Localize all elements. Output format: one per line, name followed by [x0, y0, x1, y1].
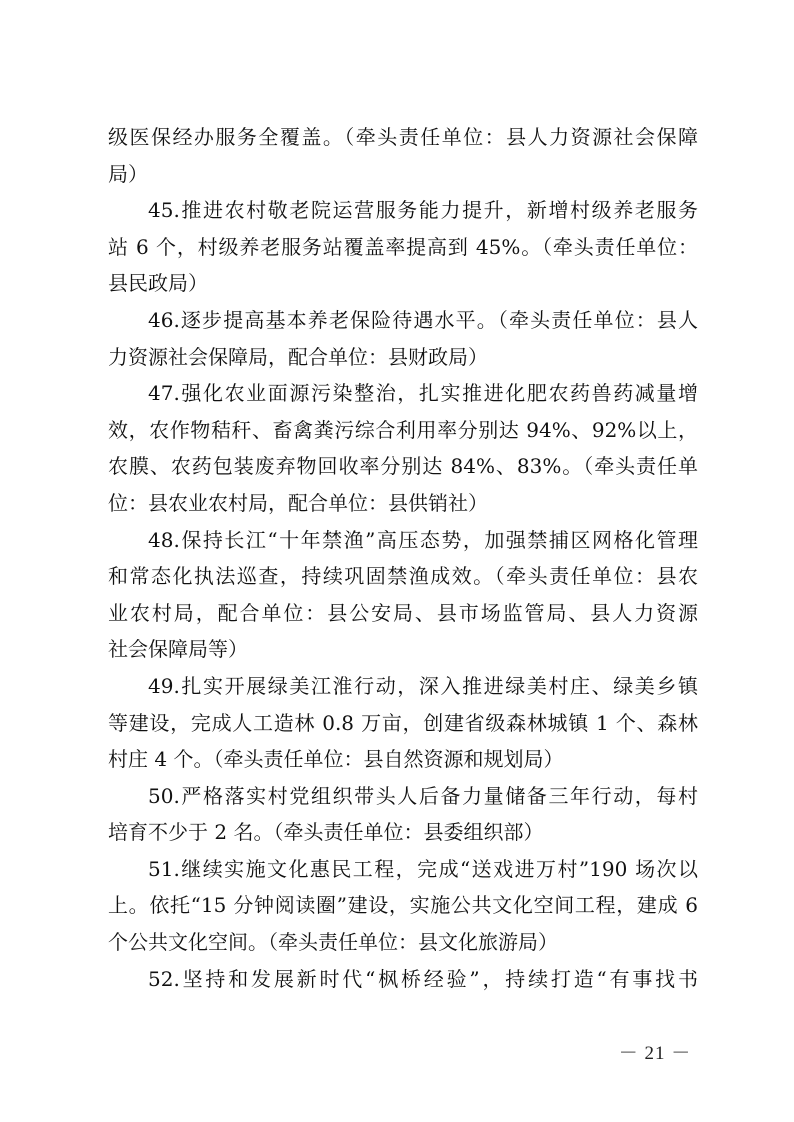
text-line: 和常态化执法巡查，持续巩固禁渔成效。（牵头责任单位：县农 — [108, 564, 698, 589]
text-line: 村庄 4 个。（牵头责任单位：县自然资源和规划局） — [108, 747, 564, 772]
paragraph-50-start: 50.严格落实村党组织带头人后备力量储备三年行动，每村 — [148, 783, 698, 808]
paragraph-48-start: 48.保持长江“十年禁渔”高压态势，加强禁捕区网格化管理 — [148, 527, 698, 552]
text-line: 力资源社会保障局，配合单位：县财政局） — [108, 344, 488, 369]
text-line: 农膜、农药包装废弃物回收率分别达 84%、83%。（牵头责任单 — [108, 454, 698, 479]
text-line: 个公共文化空间。（牵头责任单位：县文化旅游局） — [108, 930, 558, 955]
paragraph-52-start: 52.坚持和发展新时代“枫桥经验”，持续打造“有事找书 — [148, 966, 698, 991]
text-line: 业农村局，配合单位：县公安局、县市场监管局、县人力资源 — [108, 600, 698, 625]
document-body — [108, 119, 698, 997]
paragraph-49-start: 49.扎实开展绿美江淮行动，深入推进绿美村庄、绿美乡镇 — [148, 673, 698, 698]
paragraph-45-start: 45.推进农村敬老院运营服务能力提升，新增村级养老服务 — [148, 198, 698, 223]
text-line: 培育不少于 2 名。（牵头责任单位：县委组织部） — [108, 820, 544, 845]
text-line: 县民政局） — [108, 271, 208, 296]
paragraph-46-start: 46.逐步提高基本养老保险待遇水平。（牵头责任单位：县人 — [148, 307, 698, 332]
text-line: 等建设，完成人工造林 0.8 万亩，创建省级森林城镇 1 个、森林 — [108, 710, 698, 735]
page-number: － 21 － — [618, 1043, 692, 1064]
text-line: 效，农作物秸秆、畜禽粪污综合利用率分别达 94%、92%以上， — [108, 417, 698, 442]
text-line: 社会保障局等） — [108, 637, 248, 662]
text-line: 局） — [108, 161, 148, 186]
text-line: 站 6 个，村级养老服务站覆盖率提高到 45%。（牵头责任单位： — [108, 234, 698, 259]
paragraph-47-start: 47.强化农业面源污染整治，扎实推进化肥农药兽药减量增 — [148, 381, 698, 406]
text-line: 上。依托“15 分钟阅读圈”建设，实施公共文化空间工程，建成 6 — [108, 893, 698, 918]
text-line: 级医保经办服务全覆盖。（牵头责任单位：县人力资源社会保障 — [108, 125, 698, 149]
paragraph-51-start: 51.继续实施文化惠民工程，完成“送戏进万村”190 场次以 — [148, 856, 698, 881]
text-line: 位：县农业农村局，配合单位：县供销社） — [108, 490, 488, 515]
